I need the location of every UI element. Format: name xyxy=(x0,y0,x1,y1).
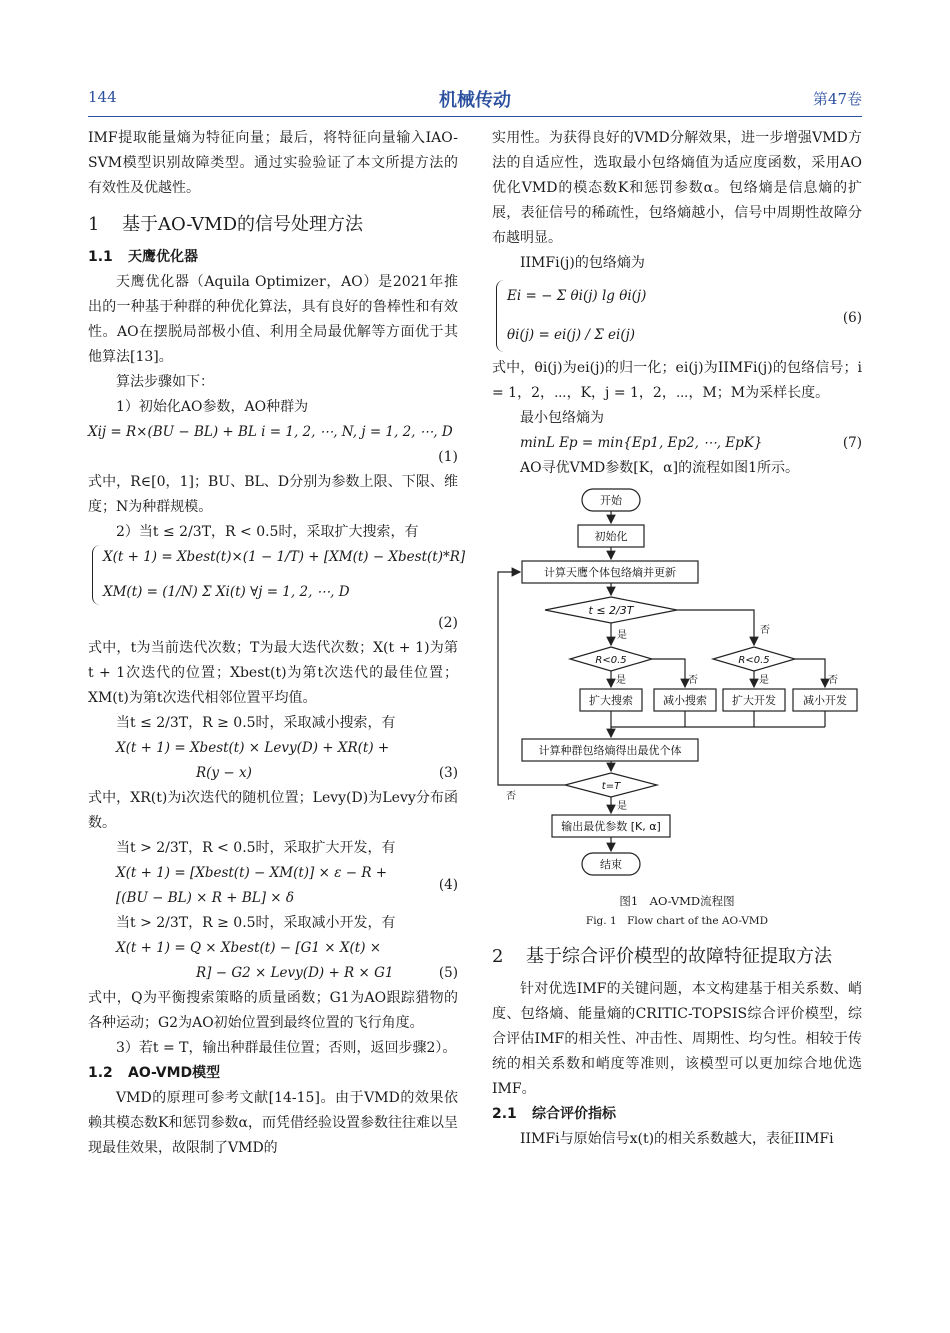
equation-1-body: Xij = R×(BU − BL) + BL i = 1, 2, ⋯, N, j = 1, 2, ⋯, D xyxy=(88,424,453,440)
equation-5-number: (5) xyxy=(438,965,458,981)
section-1-1-heading xyxy=(88,245,458,270)
equation-2-line-a: X(t + 1) = Xbest(t)×(1 − 1/T) + [XM(t) − Xbest(t)*R] xyxy=(103,549,466,565)
right-column xyxy=(492,126,862,1152)
journal-title: 机械传动 xyxy=(439,90,511,111)
case-2: 当t ≤ 2/3T，R ≥ 0.5时，采取减小搜索，有 xyxy=(116,715,396,731)
equation-6-line-b: θi(j) = ei(j) / Σ ei(j) xyxy=(507,327,636,343)
flow-no-4: 否 xyxy=(506,791,516,802)
figure-1 xyxy=(492,487,862,931)
subsection-title: AO-VMD模型 xyxy=(128,1065,221,1081)
flow-end-label: 结束 xyxy=(600,858,622,871)
flow-cond-end-label: t=T xyxy=(601,781,621,792)
flow-start-label: 开始 xyxy=(600,494,622,507)
flow-reduce-search-label: 减小搜索 xyxy=(663,694,707,707)
flow-yes-1: 是 xyxy=(617,630,627,641)
section-2-1-paragraph: IIMFi与原始信号x(t)的相关系数越大，表征IIMFi xyxy=(520,1131,834,1147)
page-number: 144 xyxy=(88,88,117,106)
flow-calc-pop-label: 计算种群包络熵得出最优个体 xyxy=(538,744,682,757)
equation-4 xyxy=(88,861,458,911)
steps-intro: 算法步骤如下： xyxy=(116,374,214,390)
subsection-number: 1.2 xyxy=(88,1065,113,1081)
equation-3-number: (3) xyxy=(438,765,458,781)
equation-7-body: minL Ep = min{Ep1, Ep2, ⋯, EpK} xyxy=(520,435,763,451)
flow-cond-r1-label: R<0.5 xyxy=(595,655,627,666)
flow-reduce-dev-label: 减小开发 xyxy=(803,694,847,707)
equation-5-line-a: X(t + 1) = Q × Xbest(t) − [G1 × X(t) × xyxy=(116,940,382,956)
section-title: 基于AO-VMD的信号处理方法 xyxy=(122,214,364,235)
flow-output-label: 输出最优参数 [K, α] xyxy=(561,820,661,833)
figure-caption-en: Fig. 1 Flow chart of the AO-VMD xyxy=(585,915,769,927)
equation-6-line-a: Ei = − Σ θi(j) lg θi(j) xyxy=(507,288,647,304)
case-3: 当t > 2/3T，R < 0.5时，采取扩大开发，有 xyxy=(116,840,396,856)
case-4: 当t > 2/3T，R ≥ 0.5时，采取减小开发，有 xyxy=(116,915,396,931)
subsection-title: 综合评价指标 xyxy=(532,1106,616,1122)
volume-label: 第47卷 xyxy=(812,90,862,108)
vmd-paragraph: VMD的原理可参考文献[14-15]。由于VMD的效果依赖其模态数K和惩罚参数α，而凭借经验设置参数往往难以呈现最佳效果，故限制了VMD的 xyxy=(88,1090,458,1156)
subsection-number: 1.1 xyxy=(88,249,113,265)
flow-expand-dev-label: 扩大开发 xyxy=(732,694,776,707)
ao-paragraph: 天鹰优化器（Aquila Optimizer，AO）是2021年推出的一种基于种群的种优化算法，具有良好的鲁棒性和有效性。AO在摆脱局部极小值、利用全局最优解等方面优于其他算法[13]。 xyxy=(88,274,458,365)
flow-yes-2: 是 xyxy=(616,675,626,686)
left-column xyxy=(88,126,466,1161)
intro-paragraph: IMF提取能量熵为特征向量；最后，将特征向量输入IAO-SVM模型识别故障类型。通过实验验证了本文所提方法的有效性及优越性。 xyxy=(88,130,458,196)
equation-7 xyxy=(492,431,862,456)
step-1: 1）初始化AO参数，AO种群为 xyxy=(116,399,309,415)
equation-6 xyxy=(492,280,862,352)
equation-4-line-b: [(BU − BL) × R + BL] × δ xyxy=(116,890,295,906)
equation-4-number: (4) xyxy=(438,877,458,893)
equation-2-number: (2) xyxy=(438,615,458,631)
flow-calc-eagle-label: 计算天鹰个体包络熵并更新 xyxy=(544,566,676,579)
equation-2-description: 式中，t为当前迭代次数；T为最大迭代次数；X(t + 1)为第t + 1次迭代的位置；Xbest(t)为第t次迭代的最佳位置；XM(t)为第t次迭代相邻位置平均值。 xyxy=(88,640,458,706)
flow-cond-r2-label: R<0.5 xyxy=(738,655,770,666)
section-2-paragraph: 针对优选IMF的关键问题，本文构建基于相关系数、峭度、包络熵、能量熵的CRITIC-TOPSIS综合评价模型，综合评估IMF的相关性、冲击性、周期性、均匀性。相较于传统的相关系数和峭度等准则，该模型可以更加综合地优选IMF。 xyxy=(492,981,862,1097)
min-entropy-intro: 最小包络熵为 xyxy=(520,410,604,426)
equation-4-line-a: X(t + 1) = [Xbest(t) − XM(t)] × ε − R + xyxy=(116,865,388,881)
section-title: 基于综合评价模型的故障特征提取方法 xyxy=(526,946,832,967)
equation-3-line-a: X(t + 1) = Xbest(t) × Levy(D) + XR(t) + xyxy=(116,740,390,756)
equation-6-number: (6) xyxy=(842,310,862,326)
equation-2 xyxy=(92,545,466,605)
equation-3-line-b: R(y − x) xyxy=(196,765,252,781)
subsection-title: 天鹰优化器 xyxy=(128,249,198,265)
step-2: 2）当t ≤ 2/3T，R < 0.5时，采取扩大搜索，有 xyxy=(116,524,419,540)
equation-5-description: 式中，Q为平衡搜索策略的质量函数；G1为AO跟踪猎物的各种运动；G2为AO初始位置到最终位置的飞行角度。 xyxy=(88,990,458,1031)
step-3: 3）若t = T，输出种群最佳位置；否则，返回步骤2）。 xyxy=(116,1040,457,1056)
subsection-number: 2.1 xyxy=(492,1106,517,1122)
equation-5-line-b: R] − G2 × Levy(D) + R × G1 xyxy=(196,965,394,981)
flow-yes-3: 是 xyxy=(759,675,769,686)
section-number: 1 xyxy=(88,214,100,235)
equation-1-number: (1) xyxy=(438,449,458,465)
envelope-entropy-intro: IIMFi(j)的包络熵为 xyxy=(520,255,645,271)
equation-1-description: 式中，R∈[0，1]；BU、BL、D分别为参数上限、下限、维度；N为种群规模。 xyxy=(88,474,458,515)
equation-1 xyxy=(88,420,458,445)
flow-yes-4: 是 xyxy=(617,801,627,812)
equation-2-line-b: XM(t) = (1/N) Σ Xi(t) ∀j = 1, 2, ⋯, D xyxy=(103,584,350,600)
flow-cond-t-label: t ≤ 2/3T xyxy=(588,604,634,617)
equation-3-description: 式中，XR(t)为i次迭代的随机位置；Levy(D)为Levy分布函数。 xyxy=(88,790,458,831)
section-1-heading xyxy=(88,211,458,239)
running-header xyxy=(88,86,862,117)
equation-6-description: 式中，θi(j)为ei(j)的归一化；ei(j)为IIMFi(j)的包络信号；i = 1，2，⋯，K，j = 1，2，⋯，M；M为采样长度。 xyxy=(492,360,862,401)
section-number: 2 xyxy=(492,946,504,967)
section-1-2-heading xyxy=(88,1061,458,1086)
equation-7-number: (7) xyxy=(842,435,862,451)
flow-init-label: 初始化 xyxy=(594,530,628,543)
section-2-heading xyxy=(492,943,862,971)
equation-3-line-b-row xyxy=(88,761,458,786)
figure-caption-cn: 图1 AO-VMD流程图 xyxy=(619,894,735,908)
flow-no-2: 否 xyxy=(688,675,698,686)
section-2-1-heading xyxy=(492,1102,862,1127)
continuation-paragraph: 实用性。为获得良好的VMD分解效果，进一步增强VMD方法的自适应性，选取最小包络熵值为适应度函数，采用AO优化VMD的模态数K和惩罚参数α。包络熵是信息熵的扩展，表征信号的稀疏性，包络熵越小，信号中周期性故障分布越明显。 xyxy=(492,130,862,246)
flow-no-3: 否 xyxy=(828,675,838,686)
flow-intro: AO寻优VMD参数[K，α]的流程如图1所示。 xyxy=(520,460,800,476)
flow-expand-search-label: 扩大搜索 xyxy=(589,694,633,707)
flow-no-1: 否 xyxy=(760,625,770,636)
flowchart xyxy=(492,487,862,887)
equation-5-line-b-row xyxy=(88,961,458,986)
